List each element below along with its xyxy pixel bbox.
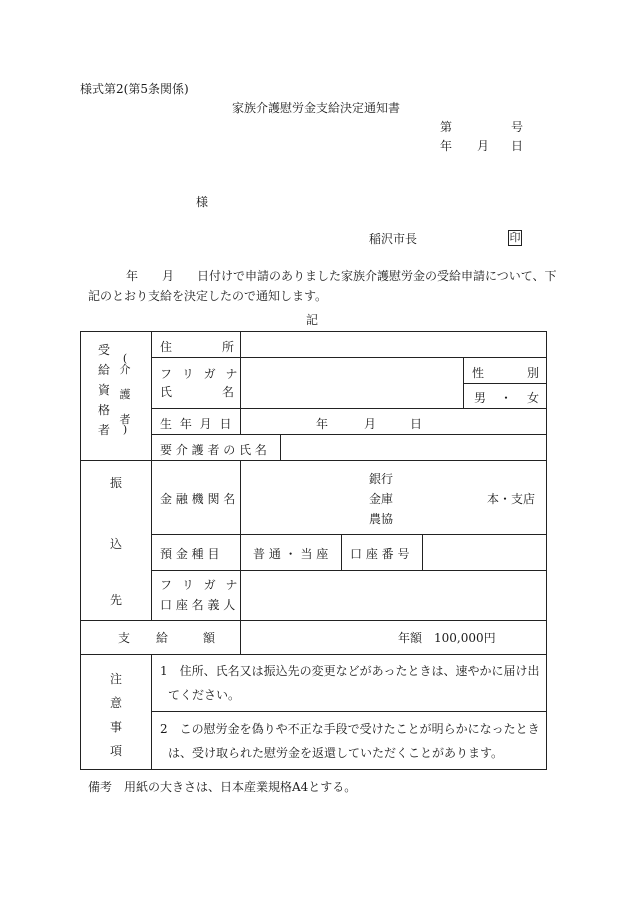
notes-label-4: 項: [110, 744, 123, 758]
notes-label-3: 事: [110, 720, 123, 734]
document-title: 家族介護慰労金支給決定通知書: [232, 101, 401, 115]
recipient-honorific: 様: [196, 195, 209, 209]
number-go: 号: [511, 120, 524, 134]
note-2-line-1: 2 この慰労金を偽りや不正な手段で受けたことが明らかになったとき: [160, 722, 540, 736]
sex-option-dot: ・: [500, 391, 513, 405]
holder-furigana-label: フ リ ガ ナ: [160, 578, 241, 592]
deposit-type-label: 預 金 種 目: [160, 547, 220, 561]
transfer-label-3: 先: [110, 593, 123, 607]
name-label-2: 名: [222, 385, 235, 399]
date-month: 月: [477, 139, 490, 153]
bank-type-bank: 銀行: [369, 472, 394, 486]
notes-label-1: 注: [110, 672, 123, 686]
sex-option-female: 女: [527, 391, 540, 405]
ki-heading: 記: [306, 313, 319, 327]
note-1-line-2: てください。: [168, 688, 241, 702]
note-2-line-2: は、受け取られた慰労金を返還していただくことがあります。: [168, 746, 504, 760]
body-line2: 記のとおり支給を決定したので通知します。: [88, 289, 328, 303]
amount-value: 年額 100,000円: [398, 631, 496, 645]
address-label-2: 所: [222, 340, 235, 354]
bank-type-shinkin: 金庫: [369, 492, 394, 506]
date-day: 日: [511, 139, 524, 153]
dob-label: 生 年 月 日: [160, 417, 234, 431]
number-dai: 第: [440, 120, 453, 134]
cared-person-label: 要 介 護 者 の 氏 名: [160, 443, 267, 457]
footer-note: 備考 用紙の大きさは、日本産業規格A4とする。: [88, 780, 357, 794]
branch-label: 本・支店: [487, 492, 536, 506]
sex-label-1: 性: [472, 366, 485, 380]
dob-day: 日: [410, 417, 423, 431]
sex-label-2: 別: [527, 366, 540, 380]
seal-mark: 印: [509, 231, 521, 244]
transfer-label-1: 振: [110, 476, 123, 490]
note-1-line-1: 1 住所、氏名又は振込先の変更などがあったときは、速やかに届け出: [160, 664, 540, 678]
caregiver-paren-label: ( 介 護 者 ): [119, 352, 131, 436]
issuer-name: 稲沢市長: [369, 232, 418, 246]
deposit-type-value: 普 通 ・ 当 座: [253, 547, 329, 561]
body-line1: 日付けで申請のありました家族介護慰労金の受給申請について、下: [197, 269, 557, 283]
bank-name-label: 金 融 機 関 名: [160, 492, 236, 506]
bank-type-nokyo: 農協: [369, 512, 394, 526]
furigana-label: フ リ ガ ナ: [160, 367, 241, 381]
dob-month: 月: [364, 417, 377, 431]
form-label: 様式第2(第5条関係): [80, 82, 189, 96]
transfer-label-2: 込: [110, 537, 123, 551]
account-holder-label: 口 座 名 義 人: [160, 598, 236, 612]
amount-label-1: 支: [118, 631, 131, 645]
address-label-1: 住: [160, 340, 173, 354]
sex-option-male: 男: [474, 391, 487, 405]
date-year: 年: [440, 139, 453, 153]
dob-year: 年: [316, 417, 329, 431]
amount-label-2: 給: [156, 631, 169, 645]
notes-label-2: 意: [110, 696, 123, 710]
body-year: 年: [126, 269, 139, 283]
recipient-group-label: 受 給 資 格 者: [97, 343, 110, 437]
body-month: 月: [162, 269, 175, 283]
name-label-1: 氏: [160, 385, 173, 399]
amount-label-3: 額: [203, 631, 216, 645]
account-number-label: 口 座 番 号: [350, 547, 410, 561]
